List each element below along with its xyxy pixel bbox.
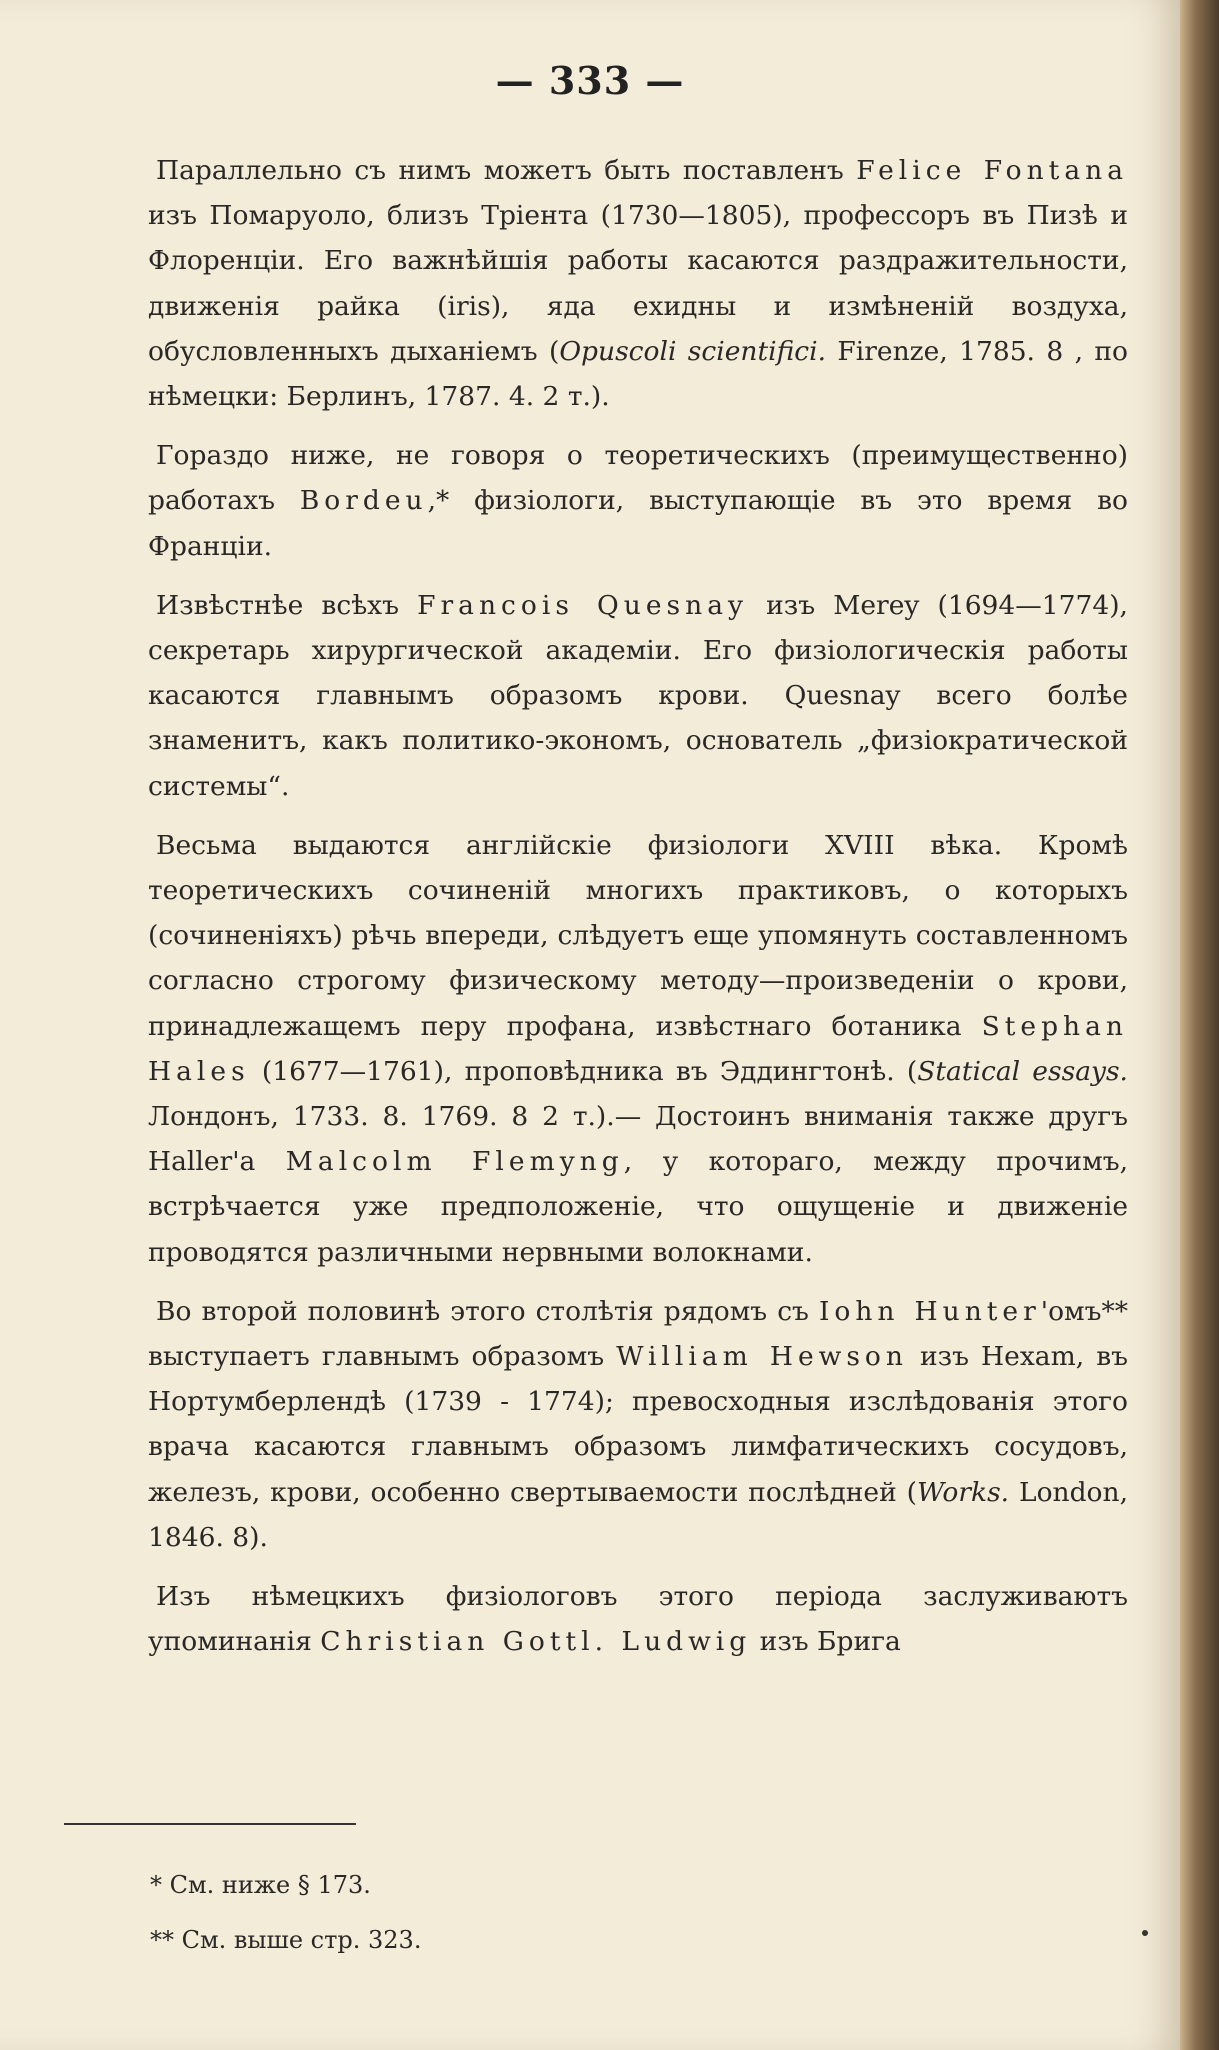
text-run: ,* физіологи, выступающіе въ это время во Франціи. (148, 485, 1128, 562)
footnotes (150, 1858, 421, 1968)
book-title: Statical essays. (917, 1055, 1128, 1087)
text-run: Весьма выдаются англійскіе физіологи XVIII вѣка. Кромѣ теоретическихъ сочиненій многихъ практиковъ, о которыхъ (сочиненіяхъ) рѣчь впереди, слѣдуетъ еще упомянуть составленномъ согласно строгому физическому методу—произведеніи о крови, принадлежащемъ перу профана, извѣстнаго ботаника (148, 829, 1128, 1042)
person-name: Christian Gottl. Ludwig (320, 1626, 752, 1658)
text-run: изъ Помаруоло, близъ Тріента (1730—1805), профессоръ въ Пизѣ и Флоренціи. Его важнѣйшія работы касаются раздражительности, движенія райка (iris), яда ехидны и измѣненій воздуха, обусловленныхъ дыханіемъ ( (148, 200, 1128, 367)
text-run: Гораздо ниже, не говоря о теоретическихъ (преимущественно) работахъ (148, 440, 1128, 517)
paragraph-bordeu (148, 433, 1128, 569)
person-name: Francois Quesnay (417, 589, 748, 621)
person-name: William Hewson (616, 1341, 908, 1373)
body-text (148, 148, 1128, 1679)
person-name: Iohn Hunter (818, 1295, 1041, 1327)
person-name: Malcolm Flemyng (285, 1146, 624, 1178)
text-run: 'омъ** выступаетъ главнымъ образомъ (148, 1295, 1128, 1373)
paragraph-quesnay (148, 583, 1128, 809)
person-name: Bordeu (299, 485, 428, 517)
text-run: London, 1846. 8). (148, 1476, 1129, 1553)
person-name: Felice Fontana (856, 155, 1128, 186)
page-number: — 333 — (495, 58, 685, 103)
text-run: (1677—1761), проповѣдника въ Эддингтонѣ. ( (249, 1055, 918, 1087)
footnote: ** См. выше стр. 323. (150, 1926, 422, 1954)
paragraph-hewson (148, 1289, 1128, 1560)
person-name: Stephan Hales (148, 1010, 1128, 1087)
text-run: Во второй половинѣ этого столѣтія рядомъ съ (156, 1295, 819, 1327)
paragraph-german-physiologists (148, 1574, 1128, 1664)
text-run: Извѣстнѣе всѣхъ (156, 589, 418, 621)
book-title: Opuscoli scientifici. (559, 335, 827, 367)
book-title: Works. (916, 1476, 1010, 1508)
text-run: , у котораго, между прочимъ, встрѣчается уже предположеніе, что ощущеніе и движеніе проводятся различными нервными волокнами. (148, 1146, 1128, 1268)
text-run: Параллельно съ нимъ можетъ быть поставленъ (156, 155, 857, 186)
text-run: изъ Hexam, въ Нортумберлендѣ (1739 - 1774); превосходныя изслѣдованія этого врача касаются главнымъ образомъ лимфатическихъ сосудовъ, железъ, крови, особенно свертываемости послѣдней ( (148, 1341, 1128, 1508)
text-run: изъ Merey (1694—1774), секретарь хирургической академіи. Его физіологическія работы касаются главнымъ образомъ крови. Quesnay всего болѣе знаменитъ, какъ политико-экономъ, основатель „физіократической системы“. (148, 589, 1128, 802)
text-run: Лондонъ, 1733. 8. 1769. 8 2 т.).— Достоинъ вниманія также другъ Haller'a (148, 1101, 1128, 1178)
page-edge (1180, 0, 1219, 2050)
footnote: * См. ниже § 173. (150, 1871, 371, 1899)
paragraph-fontana (148, 148, 1128, 419)
paragraph-english-physiologists (148, 823, 1128, 1275)
footnote-rule (64, 1823, 356, 1825)
text-run: изъ Брига (751, 1626, 901, 1658)
text-run: Firenze, 1785. 8 , по нѣмецки: Берлинъ, 1787. 4. 2 т.). (148, 335, 1129, 413)
text-run: Изъ нѣмецкихъ физіологовъ этого періода заслуживаютъ упоминанія (148, 1581, 1128, 1658)
ink-spot (1142, 1930, 1148, 1936)
